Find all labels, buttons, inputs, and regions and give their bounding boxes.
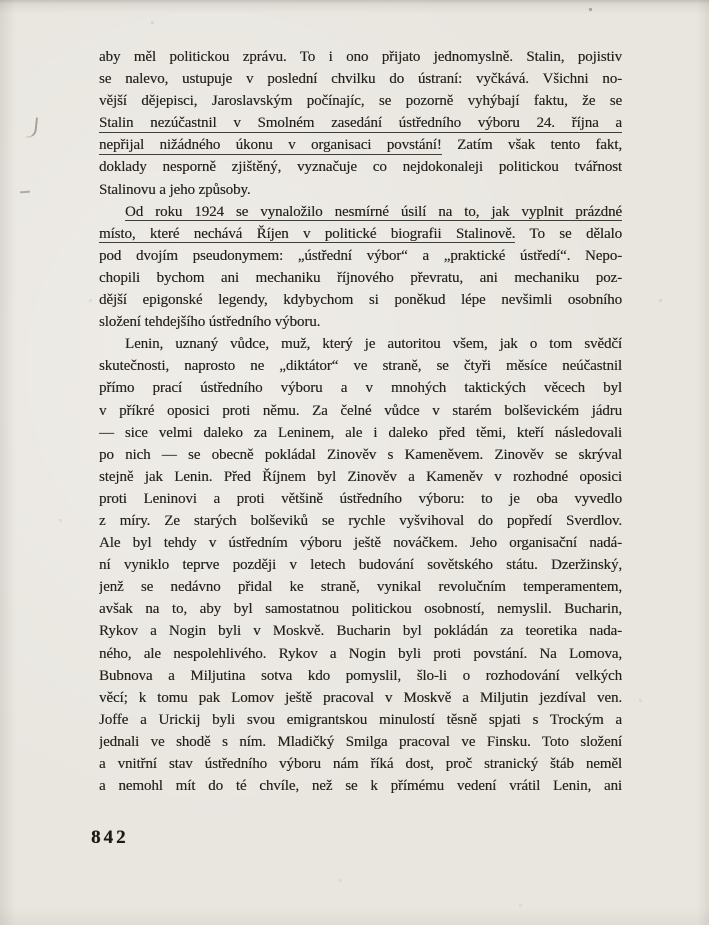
text-segment: chopili bychom ani mechaniku říjnového převratu, ani mechaniku poz- [99, 269, 622, 286]
text-line [99, 488, 622, 510]
text-segment: avšak na to, aby byl samostatnou politickou osobností, nemyslil. Bucharin, [99, 601, 622, 618]
underlined-text: místo, které nechává Říjen v politické biografii Stalinově. [99, 225, 516, 242]
text-line [99, 311, 622, 333]
text-line [99, 510, 622, 532]
text-line [99, 156, 622, 178]
text-line [99, 643, 622, 665]
scan-noise [0, 0, 1, 1]
text-line [99, 687, 622, 709]
text-line [99, 112, 622, 134]
underlined-text: nepřijal nižádného úkonu v organisaci povstání! [99, 137, 442, 154]
text-line [99, 731, 622, 753]
text-line [99, 333, 622, 355]
text-segment: dější epigonské legendy, kdybychom si poněkud lépe nevšimli osobního [99, 292, 622, 309]
text-line [99, 620, 622, 642]
text-line [99, 355, 622, 377]
underlined-text: Stalin nezúčastnil v Smolném zasedání ústředního výboru 24. října a [99, 115, 622, 132]
page-number: 842 [91, 827, 129, 848]
text-line [99, 201, 622, 223]
text-segment: To se dělalo [515, 225, 622, 242]
text-segment: Lenin, uznaný vůdce, muž, který je autoritou všem, jak o tom svědčí [125, 336, 622, 353]
margin-artifact-dash [20, 191, 30, 194]
text-segment: doklady nesporně zjištěný, vyznačuje co nejdokonaleji politickou tvářnost [99, 159, 622, 176]
text-segment: v příkré oposici proti němu. Za čelné vůdce v starém bolševickém jádru [99, 402, 622, 419]
text-line [99, 134, 622, 156]
text-line [99, 377, 622, 399]
text-segment: přímo prací ústředního výboru a v mnohých taktických věcech byl [99, 380, 622, 397]
text-segment: aby měl politickou zprávu. To i ono přijato jednomyslně. Stalin, pojistiv [99, 49, 622, 65]
text-segment: Zatím však tento fakt, [441, 137, 622, 154]
underlined-text: Od roku 1924 se vynaložilo nesmírné úsilí na to, jak vyplnit prázdné [125, 203, 622, 220]
text-line [99, 68, 622, 90]
text-segment: Ale byl tehdy v ústředním výboru ještě nováčkem. Jeho organisační nadá- [99, 535, 622, 552]
text-segment: vější dějepisci, Jaroslavským počínajíc, se pozorně vyhýbají faktu, že se [99, 93, 622, 110]
text-line [99, 223, 622, 245]
text-segment: skutečnosti, naprosto ne „diktátor“ ve straně, se čtyři měsíce neúčastnil [99, 358, 622, 375]
text-segment: a vnitřní stav ústředního výboru nám říká dost, proč stranický štáb neměl [99, 756, 622, 772]
text-line [99, 46, 622, 68]
text-segment: stejně jak Lenin. Před Říjnem byl Zinověv a Kameněv v rozhodné oposici [99, 468, 622, 485]
text-line [99, 444, 622, 466]
text-line [99, 400, 622, 422]
text-line [99, 90, 622, 112]
text-segment: Rykov a Nogin byli v Moskvě. Bucharin byl pokládán za teoretika nada- [99, 623, 622, 640]
text-line [99, 289, 622, 311]
text-line [99, 576, 622, 598]
text-segment: pod dvojím pseudonymem: „ústřední výbor“ a „praktické ústředí“. Nepo- [99, 247, 622, 264]
text-line [99, 775, 622, 797]
text-segment: Stalinovu a jeho způsoby. [99, 181, 251, 198]
text-segment: se nalevo, ustupuje v poslední chvilku do ústraní: vyčkává. Všichni no- [99, 71, 622, 88]
text-line [99, 422, 622, 444]
text-segment: věcí; k tomu pak Lomov ještě pracoval v Moskvě a Miljutin jezdíval ven. [99, 689, 622, 706]
text-segment: ného, ale nespolehlivého. Rykov a Nogin byli proti povstání. Na Lomova, [99, 645, 622, 662]
text-segment: ní vyniklo teprve později v letech budování sovětského státu. Dzeržinský, [99, 557, 622, 574]
text-line [99, 466, 622, 488]
text-line [99, 554, 622, 576]
text-segment: proti Leninovi a proti většině ústředního výboru: to je oba vyvedlo [99, 490, 622, 507]
text-segment: jenž se nedávno přidal ke straně, vynikal revolučním temperamentem, [99, 579, 622, 596]
text-segment: — sice velmi daleko za Leninem, ale i daleko před těmi, kteří následovali [99, 424, 622, 441]
text-line [99, 753, 622, 775]
text-segment: Joffe a Urickij byli svou emigrantskou minulostí těsně spjati s Trockým a [99, 711, 622, 728]
text-line [99, 709, 622, 731]
text-segment: jednali ve shodě s ním. Mladičký Smilga pracoval ve Finsku. Toto složení [99, 733, 622, 750]
text-segment: Bubnova a Miljutina sotva kdo pomyslil, šlo-li o rozhodování velkých [99, 667, 622, 684]
margin-artifact-hook [26, 117, 38, 139]
text-block [99, 46, 622, 797]
text-line [99, 532, 622, 554]
text-segment: z míry. Ze starých bolševiků se rychle vyšvihoval do popředí Sverdlov. [99, 512, 622, 529]
text-line [99, 665, 622, 687]
text-segment: a nemohl mít do té chvíle, než se k přímému vedení vrátil Lenin, ani [99, 778, 622, 795]
text-line [99, 267, 622, 289]
text-line [99, 598, 622, 620]
text-segment: po nich — se obecně pokládal Zinověv s Kameněvem. Zinověv se skrýval [99, 446, 622, 463]
text-line [99, 245, 622, 267]
text-line [99, 179, 622, 201]
text-segment: složení tehdejšího ústředního výboru. [99, 314, 321, 331]
